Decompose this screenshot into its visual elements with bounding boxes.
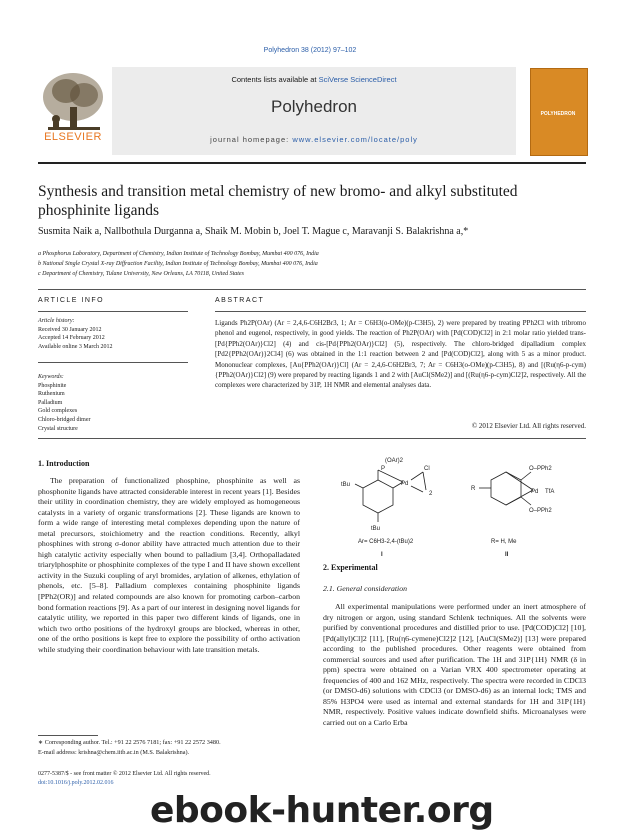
info-divider	[38, 311, 188, 312]
affiliation-c: c Department of Chemistry, Tulane University, New Orleans, LA 70118, United States	[38, 271, 244, 277]
affiliation-b: b National Single Crystal X-ray Diffraction Facility, Indian Institute of Technology Bombay, Mumbai 400 076, India	[38, 261, 318, 267]
contents-available	[112, 75, 516, 84]
structure-I-label: I	[381, 552, 383, 558]
contents-prefix: Contents lists available at	[231, 75, 319, 84]
chemical-structures-figure	[323, 450, 586, 560]
abstract-text: Ligands Ph2P(OAr) (Ar = 2,4,6-C6H2Br3, 1; Ar = C6H3(o-OMe)(p-C3H5), 2) were prepared by treating PPh2Cl with tribromo phenol and eugenol, respectively, in good yields. The reaction of Ph2P(OAr) with [Pd(COD)Cl2] in 2:1 molar ratio yielded trans-[Pd{PPh2(OAr)}Cl2] (4) and cis-[Pd{PPh2(OAr)}Cl2] (5), respectively. The chloro-bridged dipalladium complex [Pd2{PPh2(OAr)}2Cl4] (6) was obtained in the 1:1 reaction between 2 and [Pd(COD)Cl2], along with 5 as a minor product. Mononuclear complexes, [Au{PPh2(OAr)}Cl] (Ar = 2,4,6-C6H2Br3, 7; Ar = C6H3(o-OMe)(p-C3H5), 8) and [(Ru(η6-p-cym){PPh2(OAr)}Cl2] (9) were prepared by reacting ligands 1 and 2 with [AuCl(SMe2)] and [(Ru(η6-p-cym)Cl2]2, respectively. All the complexes were characterized by 31P, 1H NMR and elemental analyses data.	[215, 319, 586, 390]
structure-I-cl: Cl	[424, 466, 430, 472]
history-online: Available online 3 March 2012	[38, 343, 113, 350]
cover-title: POLYHEDRON	[540, 111, 576, 117]
issn-line: 0277-5387/$ - see front matter © 2012 Elsevier Ltd. All rights reserved.	[38, 771, 211, 777]
structure-II-pd: Pd	[531, 489, 539, 495]
page-footer	[38, 770, 300, 788]
section-divider	[38, 289, 586, 290]
article-title: Synthesis and transition metal chemistry of new bromo- and alkyl substituted phosphinite ligands	[38, 183, 518, 219]
structure-I-tbu-bottom: tBu	[371, 526, 381, 532]
corresponding-email[interactable]: E-mail address: krishna@chem.iitb.ac.in (M.S. Balakrishna).	[38, 748, 190, 756]
abstract-heading: ABSTRACT	[215, 297, 265, 304]
journal-reference[interactable]: Polyhedron 38 (2012) 97–102	[263, 47, 357, 54]
abstract-divider	[215, 311, 586, 312]
structure-I-two: 2	[429, 491, 433, 497]
experimental-text: All experimental manipulations were performed under an inert atmosphere of dry nitrogen or argon, using standard Schlenk techniques. All the solvents were purified by conventional procedures and distilled prior to use. [Pd(COD)Cl2] [10], [Pd(allyl)Cl]2 [11], [Ru(η6-cymene)Cl2]2 [12], [AuCl(SMe2)] [13] were prepared according to the published procedures. Other reagents were obtained from commercial sources and used after purification. The 1H and 31P{1H} NMR (δ in ppm) spectra were obtained on a Varian VRX 400 spectrometer operating at frequencies of 400 and 162 MHz, respectively. The spectra were recorded in CDCl3 (or DMSO-d6) solutions with CDCl3 (or DMSO-d6) as an internal lock; TMS and 85% H3PO4 were used as internal and external standards for 1H and 31P{1H} NMR, respectively. Positive values indicate downfield shifts. Microanalyses were carried out on a Carlo Erba	[323, 602, 586, 728]
affiliation-a: a Phosphorus Laboratory, Department of Chemistry, Indian Institute of Technology Bombay, Mumbai 400 076, India	[38, 251, 319, 257]
keyword: Crystal structure	[38, 425, 78, 432]
introduction-text: The preparation of functionalized phosphine, phosphinite as well as phosphonite ligands have attracted considerable interest in recent years [1]. Besides their utility in coordination chemistry, they are widely employed as homogeneous catalysts in a variety of organic transformations [2]. These ligands are known to form a wide range of interesting metal complexes depending upon the nature of metal precursors, stoichiometry and the reaction conditions. Recently, alkyl phosphines with strong σ-donor ability have attracted much attention due to their high catalytic activity especially when bound to palladium [3,4]. Orthopalladated triarylphosphite or phosphinite complexes of the type I and II have shown excellent activity in the Suzuki coupling of aryl bromides, arylation of alkenes, ethylation of phenols, etc. [5–8]. Palladium complexes containing phosphinite ligands [PPh2(OR)] and related compounds are also known for promoting carbon–carbon bond formation reactions [9]. As a part of our interest in designing novel ligands for catalytic utility, we reported in this paper two different kinds of ligands, one in which two ortho positions of the hydroxyl groups are blocked, whereas in other, one of the ortho positions is kept free to explore the possibility of ortho activation while studying their coordination behaviour with late transition metals.	[38, 476, 300, 654]
keyword: Palladium	[38, 399, 63, 406]
history-accepted: Accepted 14 February 2012	[38, 335, 105, 342]
journal-homepage	[112, 135, 516, 144]
structure-II-opph2-bottom: O–PPh2	[529, 508, 552, 514]
history-received: Received 30 January 2012	[38, 326, 102, 333]
structure-II-label: II	[505, 552, 509, 558]
structure-II-r-def: R= H, Me	[491, 539, 517, 545]
structure-II-opph2-top: O–PPh2	[529, 466, 552, 472]
corresponding-contact: ∗ Corresponding author. Tel.: +91 22 2576 7181; fax: +91 22 2572 3480.	[38, 739, 221, 746]
keyword: Gold complexes	[38, 408, 78, 415]
keywords	[38, 373, 188, 433]
structure-I-pd: Pd	[401, 481, 409, 487]
introduction-heading: 1. Introduction	[38, 459, 90, 468]
header-rule	[38, 162, 586, 164]
body-divider	[38, 438, 586, 439]
homepage-prefix: journal homepage:	[210, 135, 293, 144]
structure-II-r: R	[471, 486, 476, 492]
keyword: Ruthenium	[38, 391, 65, 398]
article-history	[38, 317, 188, 351]
structure-I-tbu-left: tBu	[341, 482, 351, 488]
elsevier-wordmark: ELSEVIER	[44, 131, 102, 143]
journal-title: Polyhedron	[270, 97, 357, 116]
structure-I-oar: (OAr)2	[385, 458, 403, 464]
affiliations	[38, 249, 586, 279]
structure-II-tfa: TfA	[545, 489, 555, 495]
homepage-link[interactable]: www.elsevier.com/locate/poly	[292, 135, 418, 144]
history-label: Article history:	[38, 318, 75, 324]
experimental-heading: 2. Experimental	[323, 563, 378, 572]
article-info-heading: ARTICLE INFO	[38, 297, 105, 304]
keywords-divider	[38, 362, 188, 363]
structure-I-p: P	[381, 466, 386, 472]
author-list: Susmita Naik a, Nallbothula Durganna a, Shaik M. Mobin b, Joel T. Mague c, Maravanji S. Balakrishna a,*	[38, 226, 469, 237]
structure-I-ar: Ar= C6H3-2,4-(tBu)2	[358, 539, 414, 545]
watermark: ebook-hunter.org	[150, 790, 494, 831]
general-consideration-heading: 2.1. General consideration	[323, 584, 408, 593]
sciencedirect-link[interactable]: SciVerse ScienceDirect	[318, 75, 397, 84]
corresponding-author-note	[38, 738, 300, 757]
abstract-copyright: © 2012 Elsevier Ltd. All rights reserved.	[471, 422, 586, 430]
doi-link[interactable]: doi:10.1016/j.poly.2012.02.016	[38, 780, 114, 786]
keyword: Chloro-bridged dimer	[38, 416, 91, 423]
footnote-rule	[38, 735, 98, 736]
keywords-label: Keywords:	[38, 374, 64, 380]
keyword: Phosphinite	[38, 382, 67, 389]
